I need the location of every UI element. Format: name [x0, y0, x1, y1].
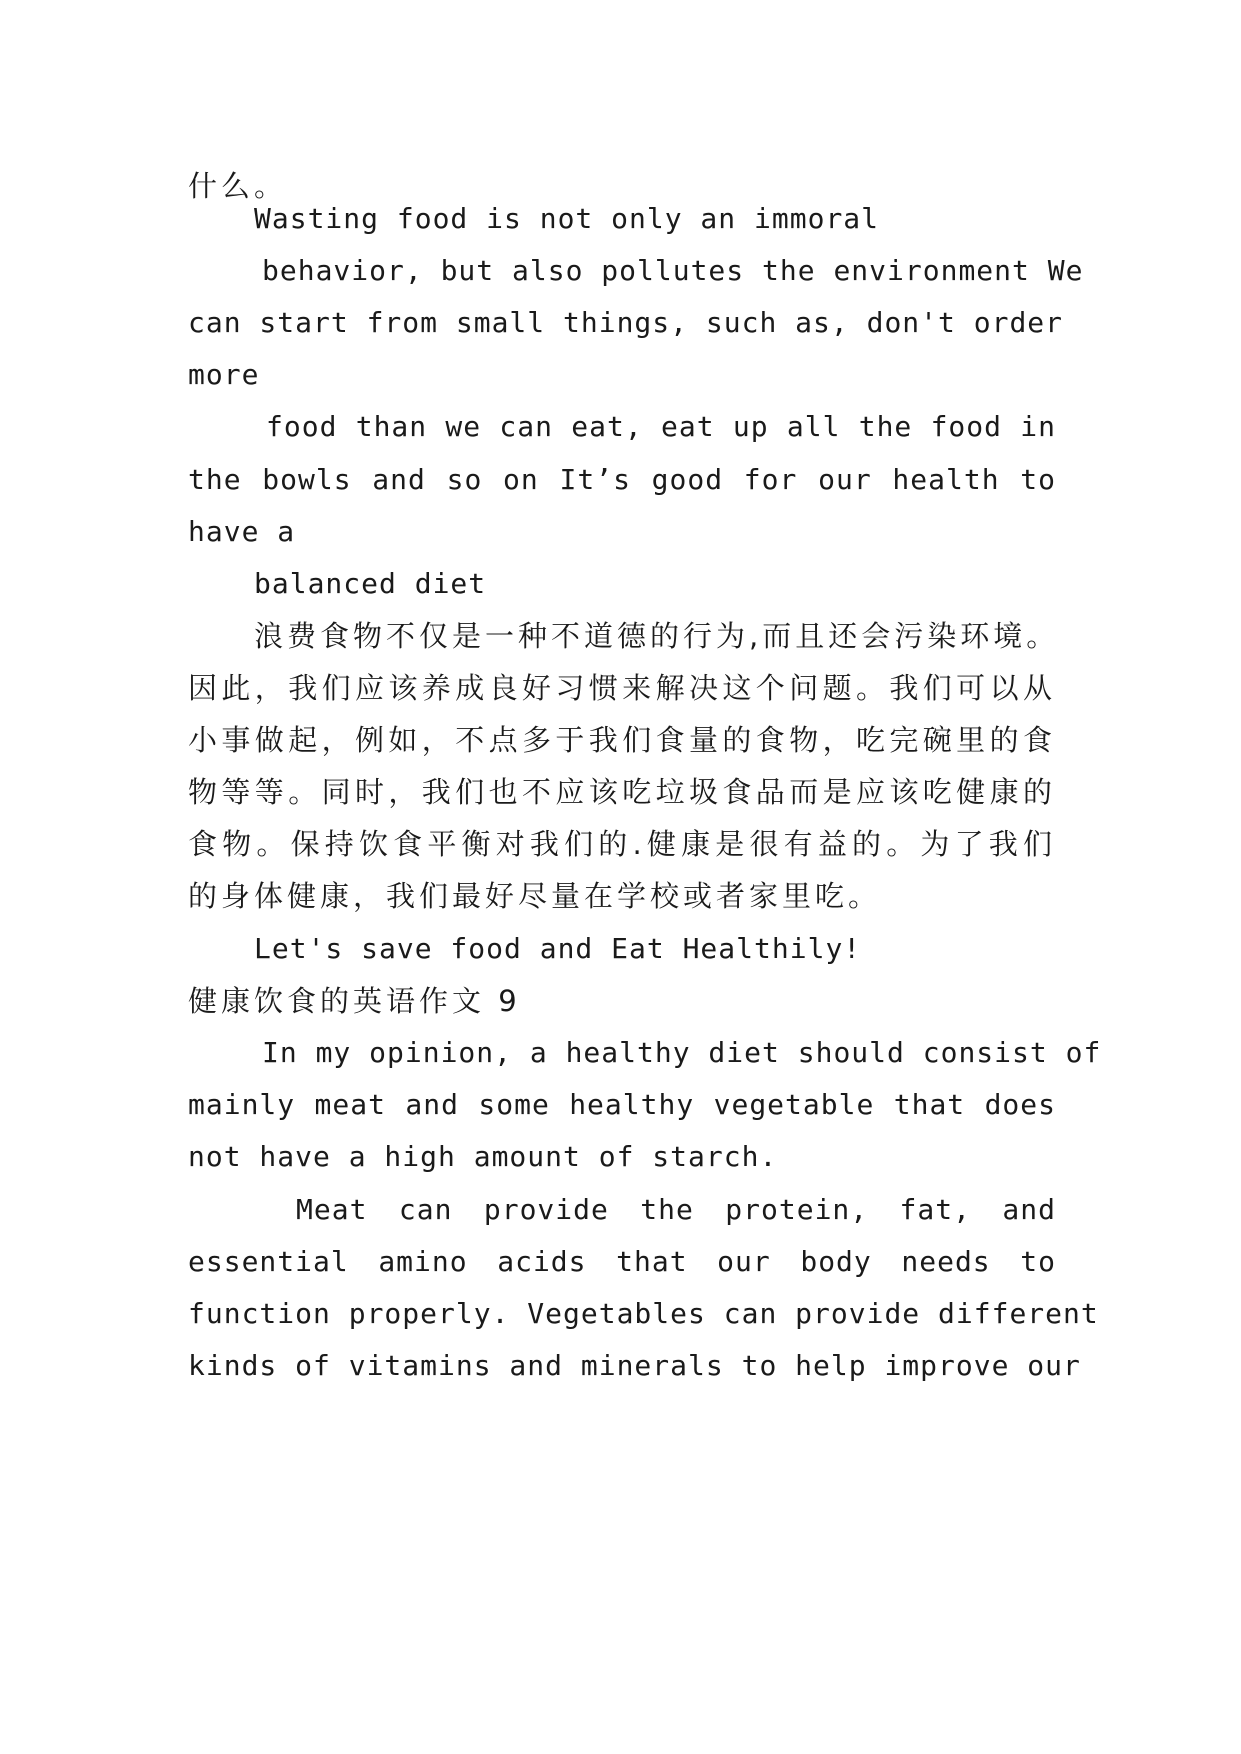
text-line: essential amino acids that our body needs to: [188, 1245, 1056, 1278]
text-line: mainly meat and some healthy vegetable that does: [188, 1088, 1056, 1121]
text-line: function properly. Vegetables can provide different: [188, 1297, 1099, 1330]
text-line: 食物。保持饮食平衡对我们的.健康是很有益的。为了我们: [188, 827, 1056, 861]
text-line: not have a high amount of starch.: [188, 1140, 778, 1173]
text-line: 什么。: [188, 169, 288, 203]
text-line: food than we can eat, eat up all the food in: [266, 410, 1056, 443]
text-line: Meat can provide the protein, fat, and: [296, 1193, 1056, 1226]
text-line: 的身体健康，我们最好尽量在学校或者家里吃。: [188, 879, 882, 913]
section-heading: 健康饮食的英语作文 9: [188, 984, 521, 1018]
text-line: In my opinion, a healthy diet should consist of: [262, 1036, 1102, 1069]
text-line: behavior, but also pollutes the environment We: [262, 254, 1084, 287]
text-line: more: [188, 358, 260, 391]
text-line: Let's save food and Eat Healthily!: [254, 932, 862, 965]
text-line: kinds of vitamins and minerals to help improve our: [188, 1349, 1081, 1382]
text-line: 浪费食物不仅是一种不道德的行为,而且还会污染环境。: [254, 619, 1060, 653]
text-line: Wasting food is not only an immoral: [254, 202, 880, 235]
text-line: 小事做起，例如，不点多于我们食量的食物，吃完碗里的食: [188, 723, 1056, 757]
text-line: 因此，我们应该养成良好习惯来解决这个问题。我们可以从: [188, 671, 1056, 705]
text-line: have a: [188, 515, 296, 548]
text-line: can start from small things, such as, don't order: [188, 306, 1064, 339]
text-line: balanced diet: [254, 567, 487, 600]
text-line: the bowls and so on It’s good for our health to: [188, 463, 1056, 496]
text-line: 物等等。同时，我们也不应该吃垃圾食品而是应该吃健康的: [188, 775, 1056, 809]
